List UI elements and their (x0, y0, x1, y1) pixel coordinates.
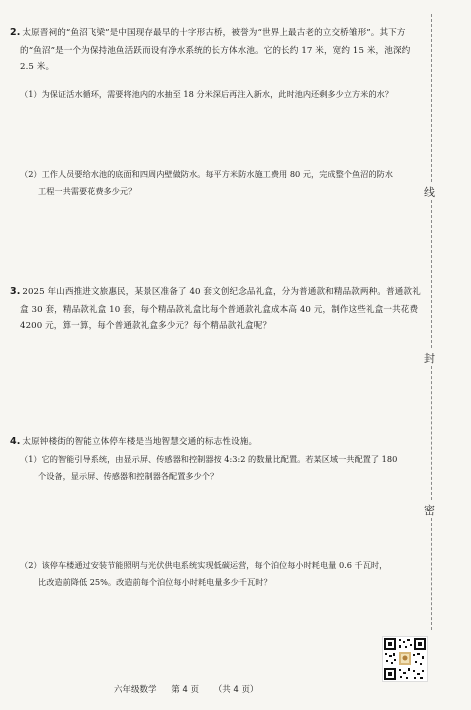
dashed-divider (431, 518, 432, 630)
question-text-line: 的“鱼沼”是一个为保持池鱼活跃而设有净水系统的长方体水池。它的长约 17 米，宽约 15 米，池深约 (20, 45, 411, 56)
question-4-part-2 (20, 557, 387, 591)
question-text-line: 太原钟楼街的智能立体停车楼是当地智慧交通的标志性设施。 (22, 437, 258, 447)
question-text-line: 比改造前降低 25%。改造前每个泊位每小时耗电量多少千瓦时？ (38, 576, 272, 587)
question-text-line: 个设备，显示屏、传感器和控制器各配置多少个？ (38, 470, 219, 481)
question-text-line: 太原晋祠的“鱼沼飞梁”是中国现存最早的十字形古桥，被誉为“世界上最古老的立交桥雏形”。其下方 (22, 28, 406, 38)
question-number: 4. (10, 436, 21, 447)
dashed-divider (431, 366, 432, 500)
qr-code (382, 636, 428, 682)
question-2 (10, 24, 410, 76)
footer-subject: 六年级数学 (114, 685, 157, 695)
question-number: 2. (10, 27, 21, 38)
dashed-divider (431, 200, 432, 348)
question-3 (10, 283, 421, 335)
question-text-line: （1）它的智能引导系统，由显示屏、传感器和控制器按 4:3:2 的数量比配置。若某区域一共配置了 180 (20, 454, 398, 464)
question-text-line: 盒 30 套，精品款礼盒 10 套，每个精品款礼盒比每个普通款礼盒成本高 40 元，制作这些礼盒一共花费 (20, 304, 419, 315)
question-text-line: 工程一共需要花费多少元？ (38, 185, 137, 196)
binding-label-xian: 线 (424, 186, 435, 199)
question-4-part-1 (20, 451, 397, 485)
binding-line (418, 0, 448, 700)
question-4 (10, 433, 257, 452)
question-text-line: 2025 年山西推进文旅惠民，某景区准备了 40 套文创纪念品礼盒，分为普通款和精品款两种。普通款礼 (22, 287, 421, 297)
footer-total-pages: （共 4 页） (213, 685, 259, 695)
question-2-part-2 (20, 166, 393, 200)
question-text-line: 2.5 米。 (20, 62, 55, 73)
binding-label-mi: 密 (424, 504, 435, 517)
binding-label-feng: 封 (424, 352, 435, 365)
question-text-line: （2）工作人员要给水池的底面和四周内壁做防水。每平方米防水施工费用 80 元，完成整个鱼沼的防水 (20, 169, 393, 179)
page-footer (114, 683, 271, 695)
dashed-divider (431, 14, 432, 182)
question-2-part-1: （1）为保证活水循环，需要将池内的水抽至 18 分米深后再注入新水，此时池内还剩多少立方米的水？ (20, 89, 393, 99)
question-text-line: （2）该停车楼通过安装节能照明与光伏供电系统实现低碳运营，每个泊位每小时耗电量 0.6 千瓦时， (20, 560, 388, 570)
question-number: 3. (10, 286, 21, 297)
qr-code-pattern (383, 637, 427, 681)
footer-page-number: 第 4 页 (171, 685, 200, 695)
question-text-line: 4200 元，算一算，每个普通款礼盒多少元？每个精品款礼盒呢？ (20, 321, 272, 332)
